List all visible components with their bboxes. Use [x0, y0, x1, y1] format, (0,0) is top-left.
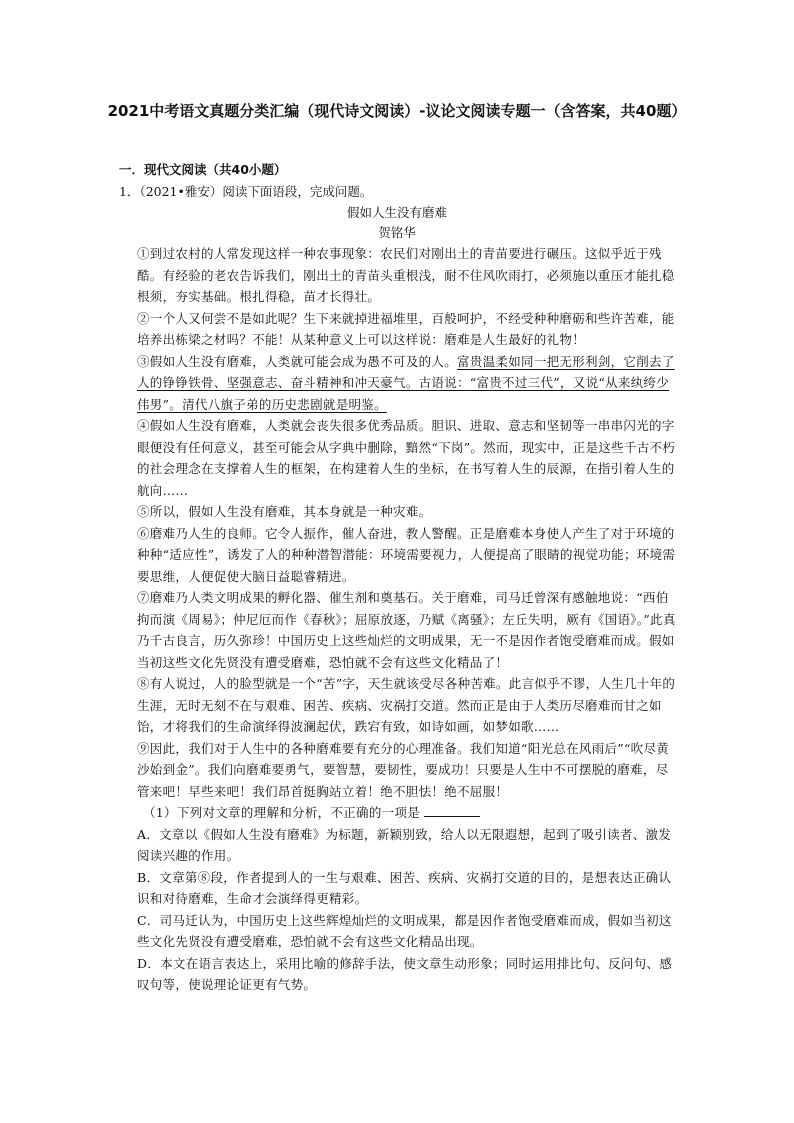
paragraph-1: ①到过农村的人常发现这样一种农事现象：农民们对刚出土的青苗要进行碾压。这似乎近于残酷。有经验的老农告诉我们，刚出土的青苗头重根浅，耐不住风吹雨打，必须施以重压才能扎稳根须，夯实基础。根扎得稳，苗才长得壮。: [137, 246, 675, 304]
option-b: B．文章第⑧段，作者提到人的一生与艰难、困苦、疾病、灾祸打交道的目的，是想表达正确认识和对待磨难，生命才会演绎得更精彩。: [137, 869, 672, 906]
paragraph-4: ④假如人生没有磨难，人类就会丧失很多优秀品质。胆识、进取、意志和坚韧等一串串闪光的字眼便没有任何意义，甚至可能会从字典中删除，黯然“下岗”。然而，现实中，正是这些千古不朽的社会理念在支撑着人生的框架，在构建着人生的坐标，在书写着人生的辰源，在指引着人生的航向……: [137, 418, 676, 498]
answer-blank[interactable]: [424, 804, 480, 817]
paragraph-8: ⑧有人说过，人的脸型就是一个“苦”字，天生就该受尽各种苦难。此言似乎不谬，人生几十年的生涯，无时无刻不在与艰难、困苦、疾病、灾祸打交道。然而正是由于人类历尽磨难而甘之如饴，才将我们的生命演绎得波澜起伏，跌宕有致，如诗如画，如梦如歌……: [137, 676, 676, 734]
option-a: A．文章以《假如人生没有磨难》为标题，新颖别致，给人以无限遐想，起到了吸引读者、激发阅读兴趣的作用。: [137, 826, 672, 863]
option-c: C．司马迁认为，中国历史上这些辉煌灿烂的文明成果，都是因作者饱受磨难而成，假如当初这些文化先贤没有遭受磨难，恐怕就不会有这些文化精品出现。: [137, 912, 672, 949]
paragraph-3-lead: ③假如人生没有磨难，人类就可能会成为愚不可及的人。: [137, 353, 458, 369]
paragraph-5: ⑤所以，假如人生没有磨难，其本身就是一种灾难。: [137, 504, 432, 519]
paragraph-2: ②一个人又何尝不是如此呢？生下来就掉进福堆里，百般呵护，不经受种种磨砺和些许苦难，能培养出栋梁之材吗？不能！从某种意义上可以这样说：磨难是人生最好的礼物！: [137, 310, 675, 347]
sub-question-stem: [137, 802, 677, 824]
question-intro: 1．（2021•雅安）阅读下面语段，完成问题。: [119, 184, 373, 199]
essay-title: 假如人生没有磨难: [346, 205, 447, 220]
essay-body: [137, 243, 677, 996]
paragraph-9: ⑨因此，我们对于人生中的各种磨难要有充分的心理准备。我们知道“阳光总在风雨后”“吹尽黄沙始到金”。我们向磨难要勇气，要智慧，要韧性，要成功！只要是人生中不可摆脱的磨难，尽管来吧！早些来吧！我们昂首挺胸站立着！绝不胆怯！绝不屈服！: [137, 740, 670, 799]
paragraph-6: ⑥磨难乃人生的良师。它令人振作，催人奋进，教人警醒。正是磨难本身使人产生了对于环境的种种“适应性”，诱发了人的种种潜智潜能：环境需要视力，人便提高了眼睛的视觉功能；环境需要思维，人便促使大脑日益聪睿精进。: [137, 525, 676, 584]
document-title: 2021中考语文真题分类汇编（现代诗文阅读）-议论文阅读专题一（含答案，共40题）: [107, 102, 687, 120]
option-d: D．本文在语言表达上，采用比喻的修辞手法，使文章生动形象；同时运用排比句、反问句、感叹句等，使说理论证更有气势。: [137, 955, 673, 992]
paragraph-3-underlined: 富贵温柔如同一把无形利剑，它削去了人的铮铮铁骨、坚强意志、奋斗精神和冲天豪气。古语说：“富贵不过三代”，又说“从来纨绔少伟男”。清代八旗子弟的历史悲剧就是明鉴。: [137, 353, 675, 412]
paragraph-3: [137, 351, 677, 416]
section-heading: 一．现代文阅读（共40小题）: [119, 162, 287, 177]
essay-author: 贺铭华: [378, 225, 416, 240]
paragraph-7: ⑦磨难乃人类文明成果的孵化器、催生剂和奠基石。关于磨难，司马迁曾深有感触地说：“西伯拘而演《周易》；仲尼厄而作《春秋》；屈原放逐，乃赋《离骚》；左丘失明，厥有《国语》。”此真乃千古良言，历久弥珍！中国历史上这些灿烂的文明成果，无一不是因作者饱受磨难而成。假如当初这些文化先贤没有遭受磨难，恐怕就不会有这些文化精品了！: [137, 590, 676, 670]
sub-question-text: （1）下列对文章的理解和分析，不正确的一项是: [143, 805, 421, 820]
